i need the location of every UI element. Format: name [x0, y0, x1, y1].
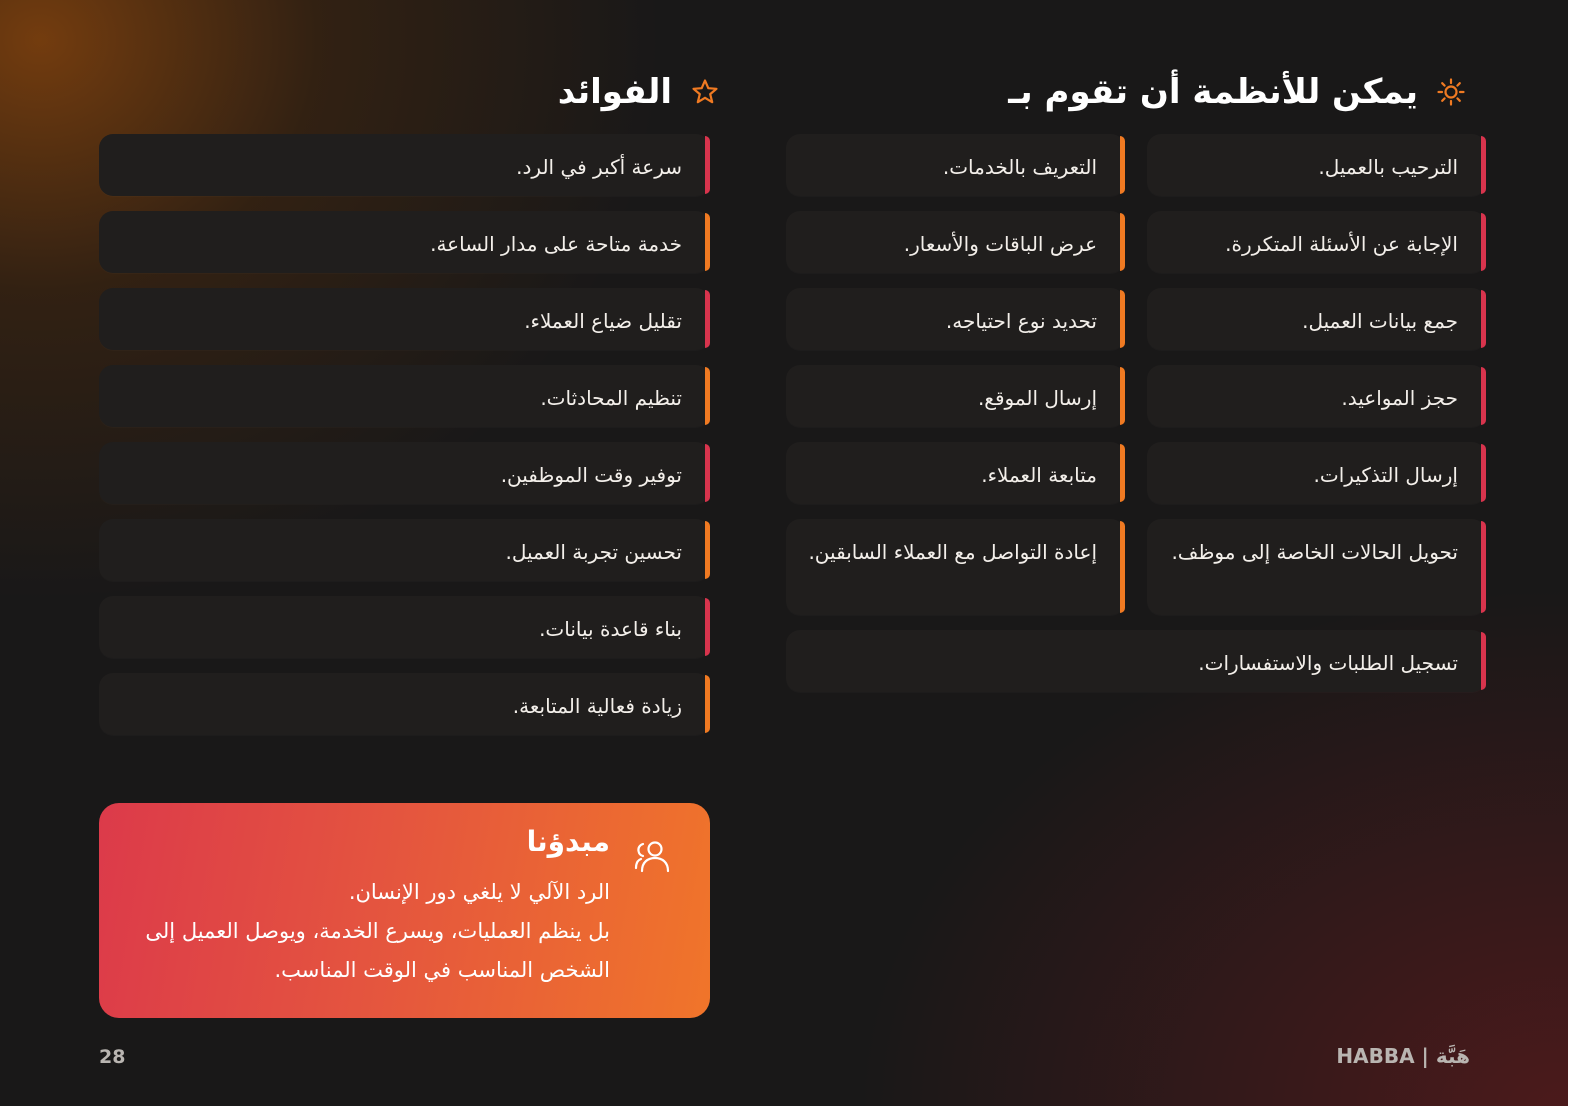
principle-title: مبدؤنا	[526, 825, 610, 858]
capability-card	[1147, 134, 1486, 196]
benefit-text: تنظيم المحادثات.	[540, 386, 682, 410]
page-edge-right	[1568, 0, 1588, 1120]
benefit-text: زيادة فعالية المتابعة.	[512, 694, 682, 718]
capability-text: حجز المواعيد.	[1341, 386, 1458, 410]
users-icon	[634, 837, 674, 877]
capability-card	[786, 365, 1125, 427]
benefit-card	[99, 211, 710, 273]
star-icon	[690, 77, 720, 107]
benefits-title: الفوائد	[557, 72, 672, 112]
capability-text: الإجابة عن الأسئلة المتكررة.	[1225, 232, 1458, 256]
principle-line-1: الرد الآلي لا يلغي دور الإنسان.	[348, 880, 610, 904]
capability-text: إرسال التذكيرات.	[1313, 463, 1458, 487]
brand-footer: HABBA | هَبَّة	[1336, 1044, 1470, 1068]
capability-text: تحويل الحالات الخاصة إلى موظف.	[1171, 540, 1458, 564]
capability-card	[1147, 519, 1486, 615]
benefit-card	[99, 596, 710, 658]
benefit-card	[99, 519, 710, 581]
benefit-text: تحسين تجربة العميل.	[505, 540, 682, 564]
page-edge-bottom	[0, 1106, 1588, 1120]
principle-box	[99, 803, 710, 1018]
capability-text: التعريف بالخدمات.	[942, 155, 1097, 179]
capability-text: إرسال الموقع.	[977, 386, 1097, 410]
benefits-heading	[558, 72, 720, 112]
benefit-text: توفير وقت الموظفين.	[500, 463, 682, 487]
capability-card	[1147, 288, 1486, 350]
capabilities-title: يمكن للأنظمة أن تقوم بـ	[1008, 72, 1418, 112]
benefit-text: خدمة متاحة على مدار الساعة.	[430, 232, 682, 256]
capability-card	[786, 630, 1486, 692]
capability-card	[1147, 211, 1486, 273]
capability-text: جمع بيانات العميل.	[1302, 309, 1458, 333]
capability-card	[786, 134, 1125, 196]
capability-text: متابعة العملاء.	[981, 463, 1097, 487]
capability-text: تحديد نوع احتياجه.	[945, 309, 1097, 333]
benefit-text: بناء قاعدة بيانات.	[539, 617, 682, 641]
benefit-card	[99, 365, 710, 427]
benefit-text: سرعة أكبر في الرد.	[516, 155, 682, 179]
capability-text: الترحيب بالعميل.	[1318, 155, 1458, 179]
benefit-card	[99, 288, 710, 350]
benefit-card	[99, 442, 710, 504]
benefit-card	[99, 134, 710, 196]
capabilities-heading	[1008, 72, 1466, 112]
capability-text: عرض الباقات والأسعار.	[903, 232, 1097, 256]
benefit-text: تقليل ضياع العملاء.	[524, 309, 682, 333]
capability-text: تسجيل الطلبات والاستفسارات.	[1198, 651, 1458, 675]
capability-card	[786, 211, 1125, 273]
sun-icon	[1436, 77, 1466, 107]
capability-card	[1147, 442, 1486, 504]
capability-card	[786, 519, 1125, 615]
capability-text: إعادة التواصل مع العملاء السابقين.	[808, 540, 1097, 564]
benefit-card	[99, 673, 710, 735]
principle-line-2: بل ينظم العمليات، ويسرع الخدمة، ويوصل العميل إلى الشخص المناسب في الوقت المناسب.	[145, 919, 610, 982]
principle-text	[140, 873, 610, 990]
capability-card	[1147, 365, 1486, 427]
capability-card	[786, 288, 1125, 350]
page-number: 28	[99, 1046, 126, 1068]
capability-card	[786, 442, 1125, 504]
